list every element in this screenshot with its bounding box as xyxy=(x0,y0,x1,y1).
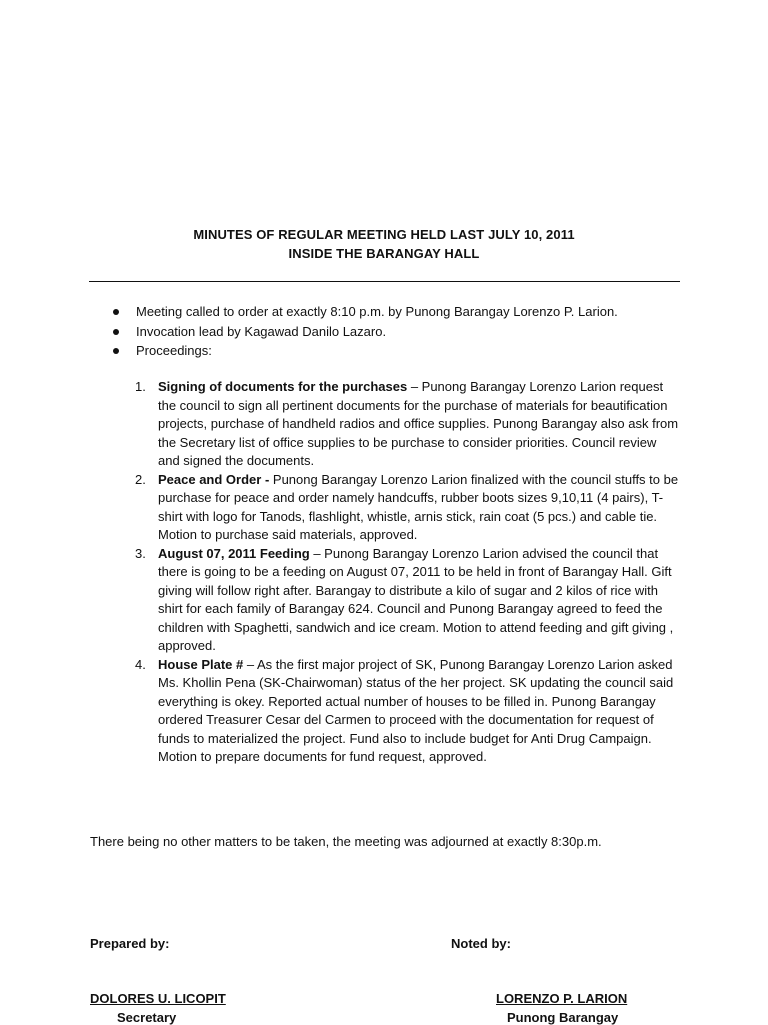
item-body: Punong Barangay Lorenzo Larion finalized with the council stuffs to be purchase for peace and order namely handcuffs, rubber boots sizes 9,10,11 (4 pairs), T-shirt with logo for Tanods, flashlight, whistle, arnis stick, rain coat (5 pcs.) and cable tie. Motion to purchase said materials, approved. xyxy=(158,471,679,542)
opening-bullet-list xyxy=(109,302,689,361)
proceeding-item xyxy=(133,471,681,545)
document-title: MINUTES OF REGULAR MEETING HELD LAST JULY 10, 2011 xyxy=(193,227,575,242)
list-item: Invocation lead by Kagawad Danilo Lazaro. xyxy=(109,322,689,342)
item-heading: House Plate # xyxy=(158,656,244,672)
bullet-icon xyxy=(113,329,119,335)
proceeding-item xyxy=(133,378,681,471)
header-divider xyxy=(89,281,680,282)
prepared-by-label: Prepared by: xyxy=(90,936,170,951)
noted-by-label: Noted by: xyxy=(451,936,511,951)
secretary-name: DOLORES U. LICOPIT xyxy=(90,991,226,1006)
item-body: – As the first major project of SK, Punong Barangay Lorenzo Larion asked Ms. Khollin Pena (SK-Chairwoman) status of the her project. SK updating the council said everything is okey. Reported actual number of houses to be filled in. Punong Barangay ordered Treasurer Cesar del Carmen to proceed with the documentation for request of funds to materialized the project. Fund also to include budget for Anti Drug Campaign. Motion to prepare documents for fund request, approved. xyxy=(158,656,674,764)
adjournment-statement: There being no other matters to be taken, the meeting was adjourned at exactly 8:30p.m. xyxy=(90,834,602,849)
item-heading: Peace and Order - xyxy=(158,471,270,487)
item-number: 3. xyxy=(135,545,146,561)
item-body: – Punong Barangay Lorenzo Larion advised the council that there is going to be a feeding on August 07, 2011 to be held in front of Barangay Hall. Gift giving will follow right after. Barangay to distribute a kilo of sugar and 2 kilos of rice with shirt for each family of Barangay 624. Council and Punong Barangay agreed to feed the children with Spaghetti, sandwich and ice cream. Motion to attend feeding and gift giving , approved. xyxy=(158,545,674,653)
list-item: Proceedings: xyxy=(109,341,689,361)
document-subtitle: INSIDE THE BARANGAY HALL xyxy=(288,246,480,261)
item-number: 2. xyxy=(135,471,146,487)
bullet-icon xyxy=(113,348,119,354)
item-heading: August 07, 2011 Feeding xyxy=(158,545,310,561)
bullet-icon xyxy=(113,309,119,315)
punong-barangay-title: Punong Barangay xyxy=(507,1010,619,1025)
proceedings-list xyxy=(133,378,681,767)
proceeding-item xyxy=(133,545,681,656)
item-body: – Punong Barangay Lorenzo Larion request the council to sign all pertinent documents for the purchase of materials for beautification projects, purchase of handheld radios and office supplies. Punong Barangay also ask from the Secretary list of office supplies to be purchase to consider priorities. Council review and signed the documents. xyxy=(158,379,679,468)
item-number: 1. xyxy=(135,379,146,394)
item-number: 4. xyxy=(135,656,146,672)
proceeding-item xyxy=(133,656,681,767)
secretary-title: Secretary xyxy=(117,1010,177,1025)
punong-barangay-name: LORENZO P. LARION xyxy=(496,991,628,1006)
list-item: Meeting called to order at exactly 8:10 p.m. by Punong Barangay Lorenzo P. Larion. xyxy=(109,302,689,322)
item-heading: Signing of documents for the purchases xyxy=(158,379,408,394)
